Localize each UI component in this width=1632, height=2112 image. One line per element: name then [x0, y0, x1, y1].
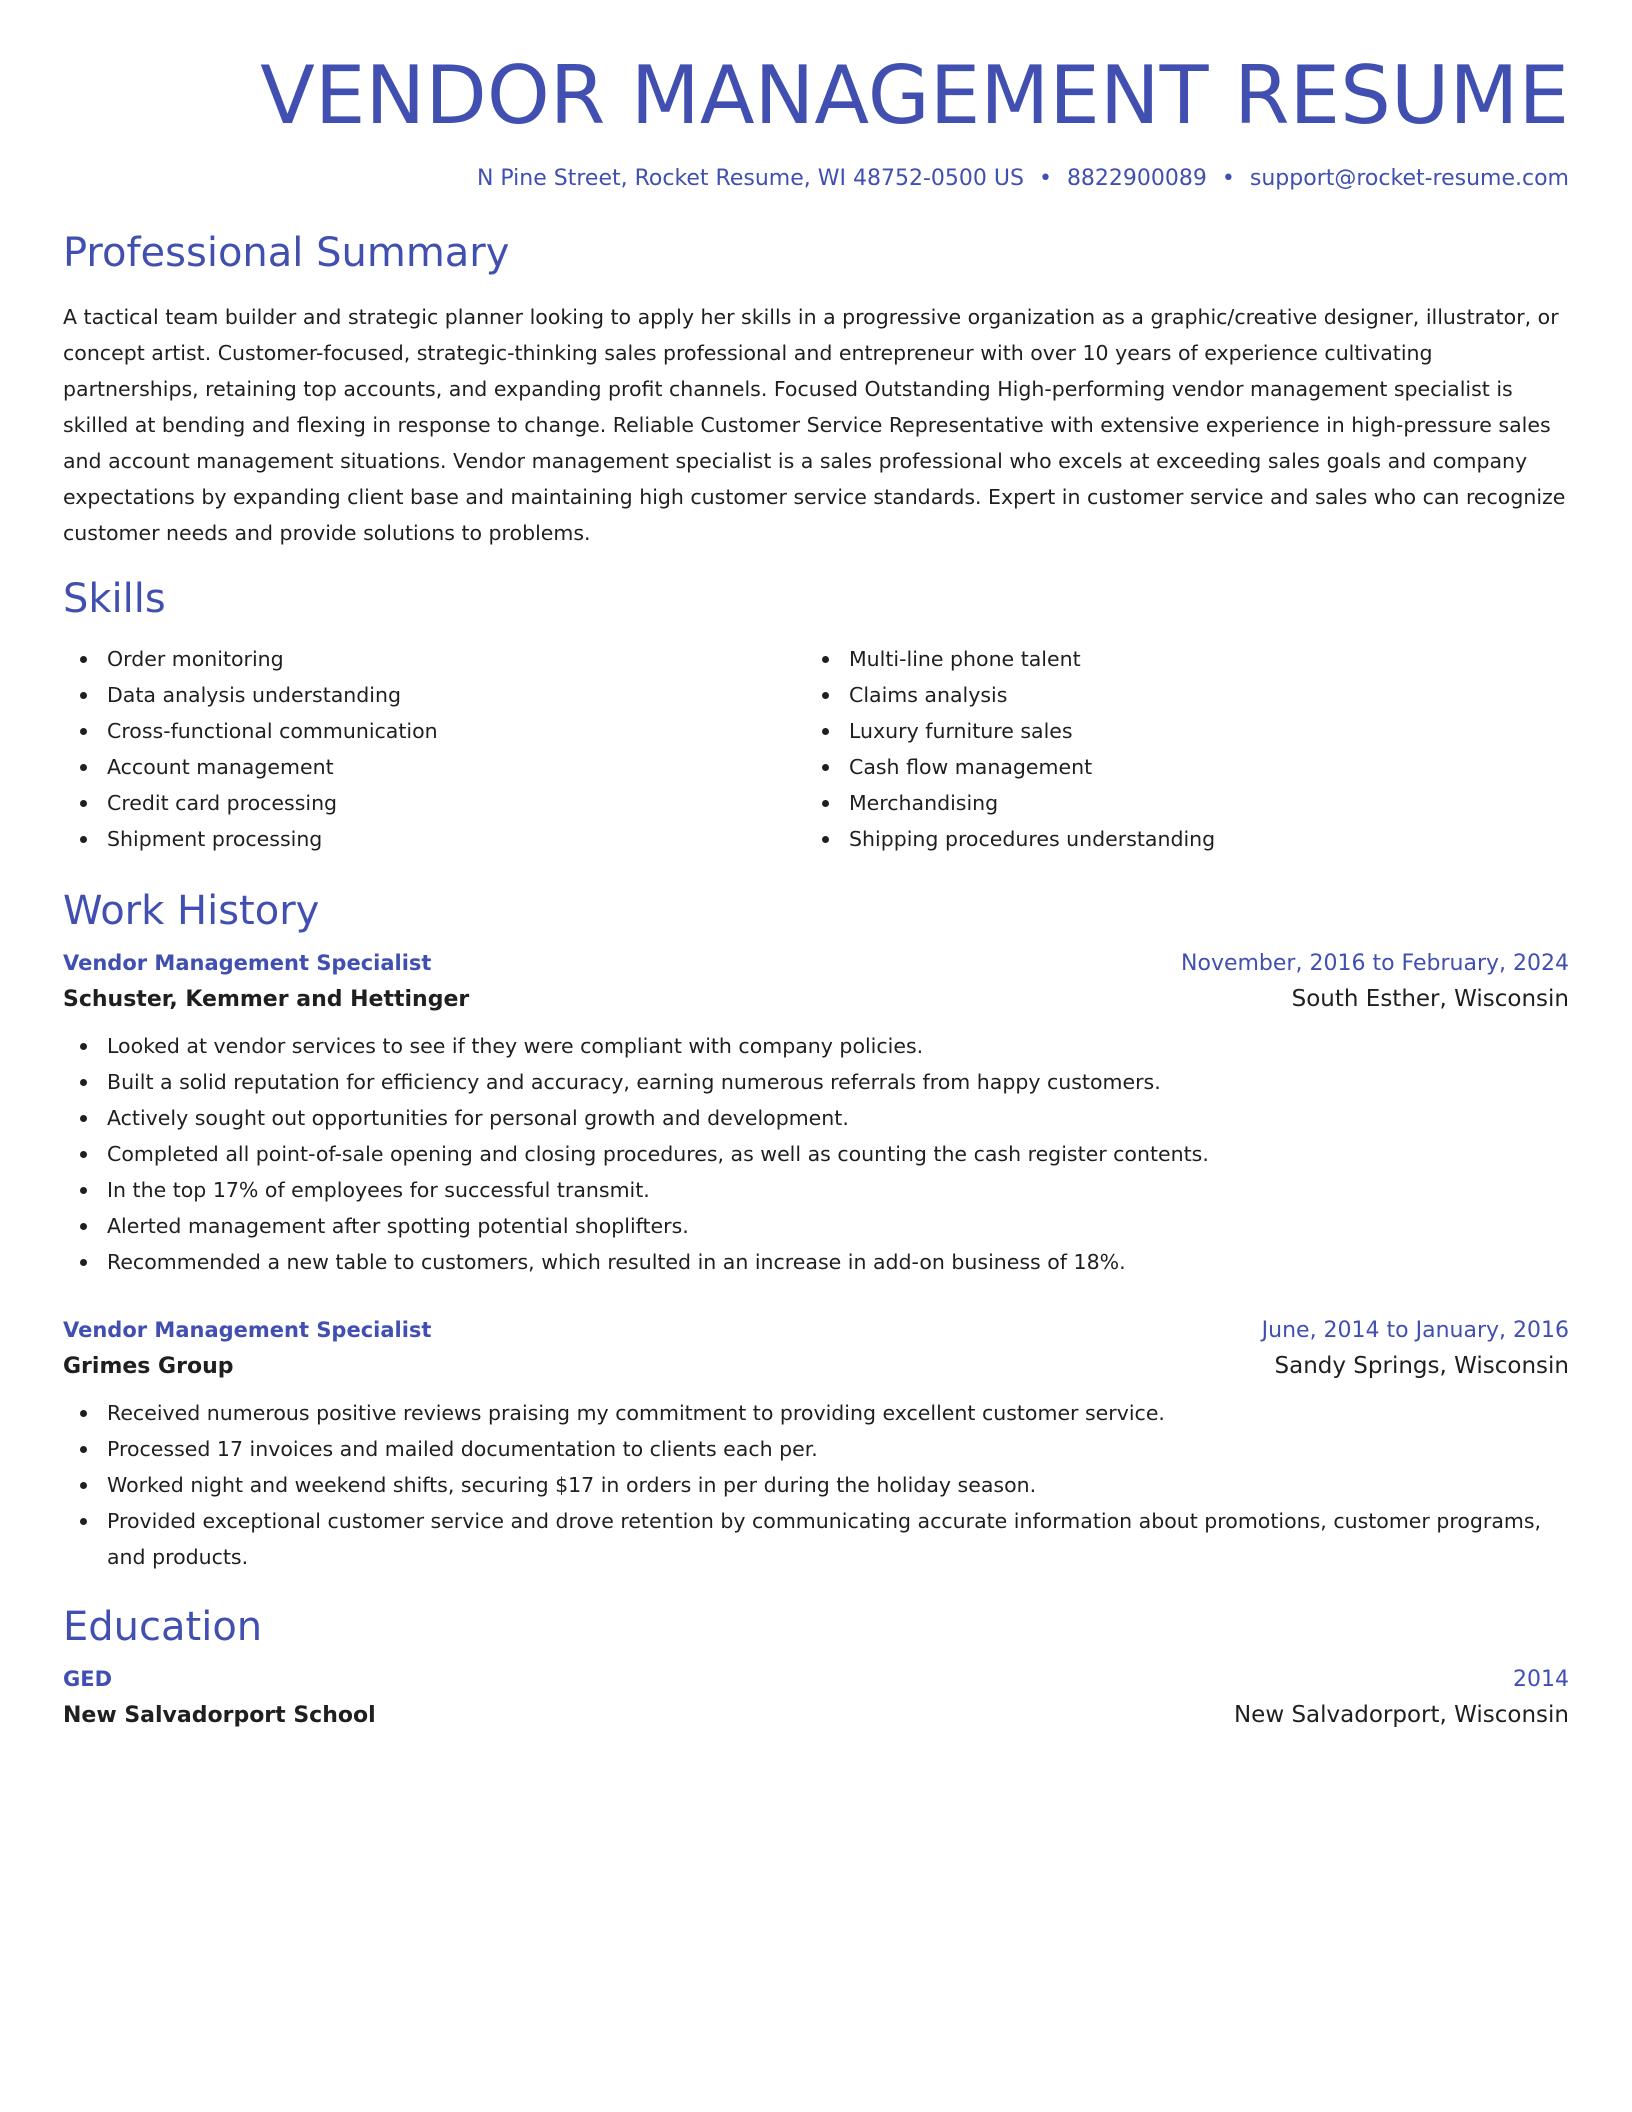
summary-section: [63, 229, 1569, 551]
skills-section: [63, 575, 1569, 857]
company-name: Schuster, Kemmer and Hettinger: [63, 987, 470, 1012]
job-entry: [63, 951, 1569, 1280]
skill-item: Luxury furniture sales: [816, 713, 1569, 749]
education-heading: Education: [63, 1604, 263, 1650]
job-bullet: Processed 17 invoices and mailed documentation to clients each per.: [63, 1431, 1569, 1467]
job-entry: [63, 1318, 1569, 1575]
job-bullet: Received numerous positive reviews praising my commitment to providing excellent customer service.: [63, 1395, 1569, 1431]
education-year: 2014: [1513, 1667, 1569, 1692]
skill-item: Shipping procedures understanding: [816, 821, 1569, 857]
job-bullet: Completed all point-of-sale opening and closing procedures, as well as counting the cash register contents.: [63, 1136, 1569, 1172]
skill-item: Multi-line phone talent: [816, 641, 1569, 677]
job-bullet: Worked night and weekend shifts, securing $17 in orders in per during the holiday season.: [63, 1467, 1569, 1503]
phone: 8822900089: [1066, 166, 1207, 191]
job-title: Vendor Management Specialist: [63, 951, 432, 975]
education-section: [63, 1603, 1569, 1728]
skill-item: Cross-functional communication: [63, 713, 816, 749]
separator-dot: •: [1221, 166, 1235, 191]
skill-item: Data analysis understanding: [63, 677, 816, 713]
work-history-heading: Work History: [63, 888, 320, 934]
skills-heading: Skills: [63, 576, 166, 622]
company-name: Grimes Group: [63, 1354, 234, 1379]
skill-item: Merchandising: [816, 785, 1569, 821]
job-title: Vendor Management Specialist: [63, 1318, 432, 1342]
work-history-section: [63, 887, 1569, 1575]
email: support@rocket-resume.com: [1249, 166, 1569, 191]
skill-item: Shipment processing: [63, 821, 816, 857]
skill-item: Claims analysis: [816, 677, 1569, 713]
skill-item: Account management: [63, 749, 816, 785]
school-name: New Salvadorport School: [63, 1703, 376, 1728]
skill-item: Order monitoring: [63, 641, 816, 677]
skill-item: Credit card processing: [63, 785, 816, 821]
job-location: South Esther, Wisconsin: [1291, 986, 1569, 1012]
job-bullet: Recommended a new table to customers, which resulted in an increase in add-on business of 18%.: [63, 1244, 1569, 1280]
job-bullet: Actively sought out opportunities for personal growth and development.: [63, 1100, 1569, 1136]
job-dates: June, 2014 to January, 2016: [1261, 1318, 1569, 1343]
job-location: Sandy Springs, Wisconsin: [1274, 1353, 1569, 1379]
skills-column-right: [816, 641, 1569, 857]
job-bullet: Built a solid reputation for efficiency and accuracy, earning numerous referrals from happy customers.: [63, 1064, 1569, 1100]
job-bullets: [63, 1028, 1569, 1280]
separator-dot: •: [1038, 166, 1052, 191]
skill-item: Cash flow management: [816, 749, 1569, 785]
resume-title: VENDOR MANAGEMENT RESUME: [260, 49, 1569, 142]
job-bullet: Looked at vendor services to see if they were compliant with company policies.: [63, 1028, 1569, 1064]
resume-header: [63, 0, 1569, 191]
job-bullet: Alerted management after spotting potential shoplifters.: [63, 1208, 1569, 1244]
education-entry: [63, 1667, 1569, 1728]
skills-grid: [63, 641, 1569, 857]
job-bullet: In the top 17% of employees for successful transmit.: [63, 1172, 1569, 1208]
degree: GED: [63, 1667, 113, 1691]
job-bullet: Provided exceptional customer service and drove retention by communicating accurate information about promotions, customer programs, and products.: [63, 1503, 1569, 1575]
skills-column-left: [63, 641, 816, 857]
job-bullets: [63, 1395, 1569, 1575]
school-location: New Salvadorport, Wisconsin: [1233, 1702, 1569, 1728]
job-dates: November, 2016 to February, 2024: [1181, 951, 1569, 976]
address: N Pine Street, Rocket Resume, WI 48752-0500 US: [476, 166, 1024, 191]
contact-line: [63, 166, 1569, 191]
summary-heading: Professional Summary: [63, 230, 510, 276]
summary-text: A tactical team builder and strategic planner looking to apply her skills in a progressive organization as a graphic/creative designer, illustrator, or concept artist. Customer-focused, strategic-thinking sales professional and entrepreneur with over 10 years of experience cultivating partnerships, retaining top accounts, and expanding profit channels. Focused Outstanding High-performing vendor management specialist is skilled at bending and flexing in response to change. Reliable Customer Service Representative with extensive experience in high-pressure sales and account management situations. Vendor management specialist is a sales professional who excels at exceeding sales goals and company expectations by expanding client base and maintaining high customer service standards. Expert in customer service and sales who can recognize customer needs and provide solutions to problems.: [63, 305, 1566, 545]
